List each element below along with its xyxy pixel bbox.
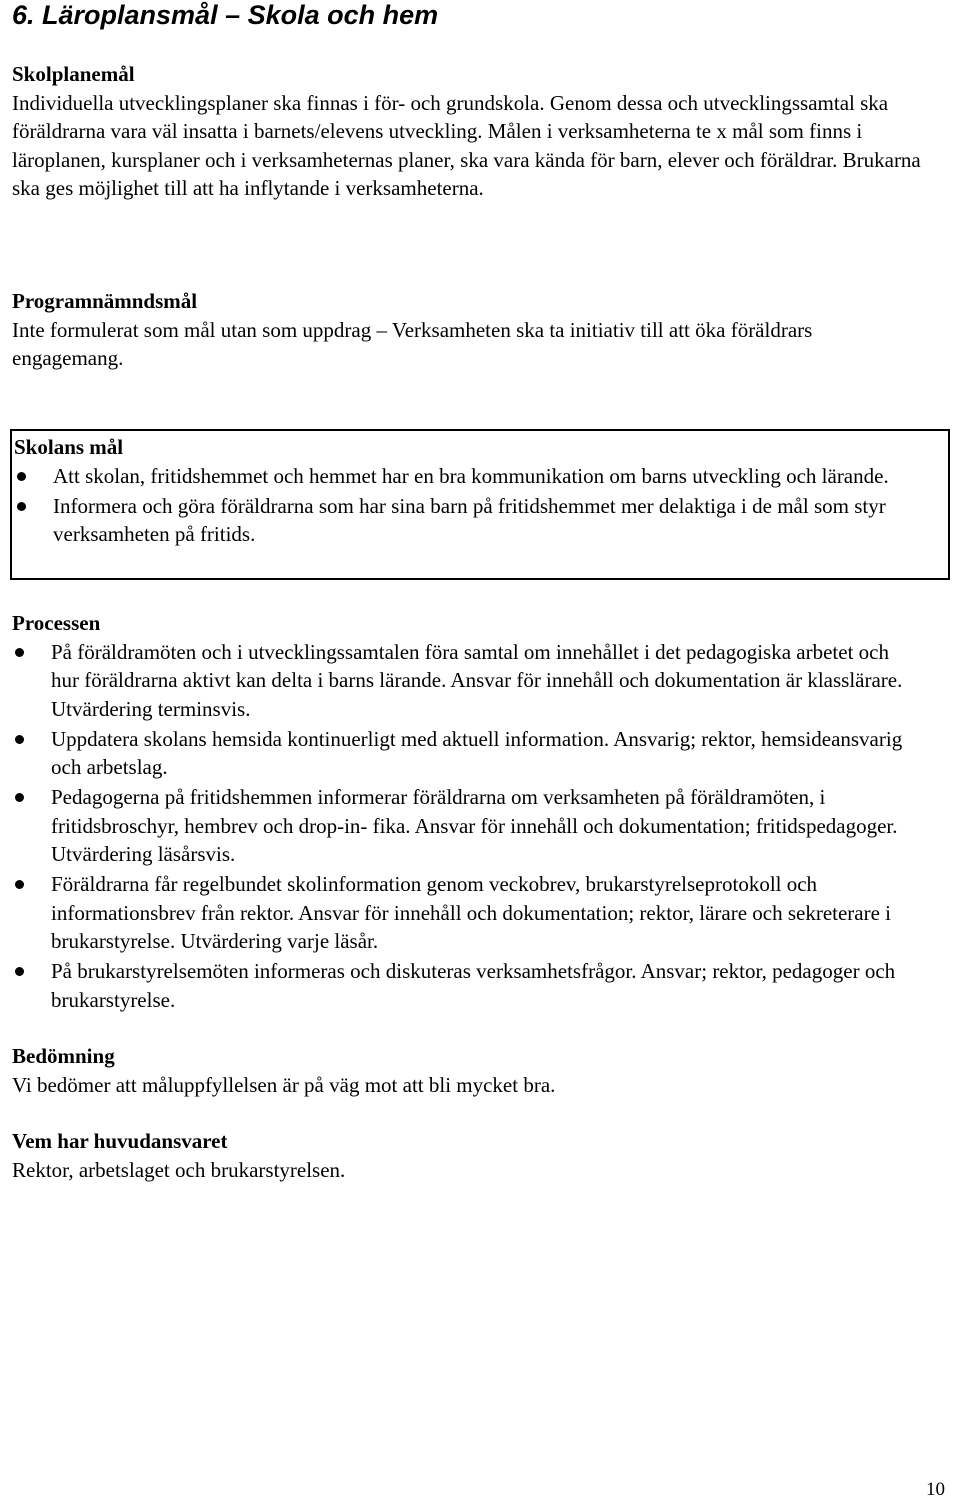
bullet-icon [15, 880, 24, 889]
list-item-text: På brukarstyrelsemöten informeras och diskuteras verksamhetsfrågor. Ansvar; rektor, pedagoger och brukarstyrelse. [51, 959, 896, 1012]
section-heading-bedomning: Bedömning [12, 1044, 115, 1068]
paragraph-skolplanemal: Individuella utvecklingsplaner ska finnas i för- och grundskola. Genom dessa och utvecklingssamtal ska föräldrarna vara väl insatta i barnets/elevens utveckling. Målen i verksamheterna te x mål som finns i läroplanen, kursplaner och i verksamheternas planer, ska vara kända för barn, elever och föräldrar. Brukarna ska ges möjlighet till att ha inflytande i verksamheterna. [12, 90, 921, 200]
bullet-icon [15, 735, 24, 744]
list-item [12, 725, 912, 782]
section-heading-skolplanemal: Skolplanemål [12, 62, 135, 86]
bullet-icon [15, 967, 24, 976]
list-item [12, 870, 912, 956]
section-heading-processen: Processen [12, 611, 101, 635]
list-item-text: Pedagogerna på fritidshemmen informerar föräldrarna om verksamheten på föräldramöten, i fritidsbroschyr, hembrev och drop-in- fika. Ansvar för innehåll och dokumentation; fritidspedagoger. Utvärdering läsårsvis. [51, 785, 898, 866]
goals-box [10, 429, 950, 580]
list-item-text: Uppdatera skolans hemsida kontinuerligt med aktuell information. Ansvarig; rektor, hemsideansvarig och arbetslag. [51, 726, 903, 779]
list-item-text: Att skolan, fritidshemmet och hemmet har en bra kommunikation om barns utveckling och lärande. [53, 463, 889, 488]
section-skolplanemal [12, 60, 952, 203]
section-heading-programnamndsmal: Programnämndsmål [12, 289, 198, 313]
list-item [12, 957, 912, 1014]
page-number: 10 [926, 1479, 945, 1500]
section-programnamndsmal [12, 287, 952, 373]
paragraph-huvudansvar: Rektor, arbetslaget och brukarstyrelsen. [12, 1157, 346, 1182]
list-item-text: Föräldrarna får regelbundet skolinformation genom veckobrev, brukarstyrelseprotokoll och informationsbrev från rektor. Ansvar för innehåll och dokumentation; rektor, lärare och sekreterare i brukarstyrelse. Utvärdering varje läsår. [51, 872, 892, 953]
list-item [12, 638, 912, 724]
list-item-text: På föräldramöten och i utvecklingssamtalen föra samtal om innehållet i det pedagogiska arbetet och hur föräldrarna aktivt kan delta i barns lärande. Ansvar för innehåll och dokumentation är klasslärare. Utvärdering terminsvis. [51, 639, 903, 721]
skolans-mal-list [14, 462, 944, 549]
section-heading-huvudansvar: Vem har huvudansvaret [12, 1129, 228, 1153]
bullet-icon [15, 793, 24, 802]
section-bedomning [12, 1042, 952, 1099]
list-item [14, 462, 944, 491]
paragraph-bedomning: Vi bedömer att måluppfyllelsen är på väg mot att bli mycket bra. [12, 1072, 556, 1097]
processen-list [12, 638, 912, 1015]
section-huvudansvar [12, 1127, 952, 1184]
bullet-icon [17, 502, 26, 511]
page-title: 6. Läroplansmål – Skola och hem [12, 0, 439, 30]
section-processen [12, 609, 952, 1016]
list-item-text: Informera och göra föräldrarna som har sina barn på fritidshemmet mer delaktiga i de mål som styr verksamheten på fritids. [53, 493, 886, 546]
paragraph-programnamndsmal: Inte formulerat som mål utan som uppdrag – Verksamheten ska ta initiativ till att öka föräldrars engagemang. [12, 317, 813, 370]
bullet-icon [17, 472, 26, 481]
section-heading-skolans-mal: Skolans mål [14, 435, 124, 459]
list-item [12, 783, 912, 869]
bullet-icon [15, 648, 24, 657]
list-item [14, 492, 944, 549]
